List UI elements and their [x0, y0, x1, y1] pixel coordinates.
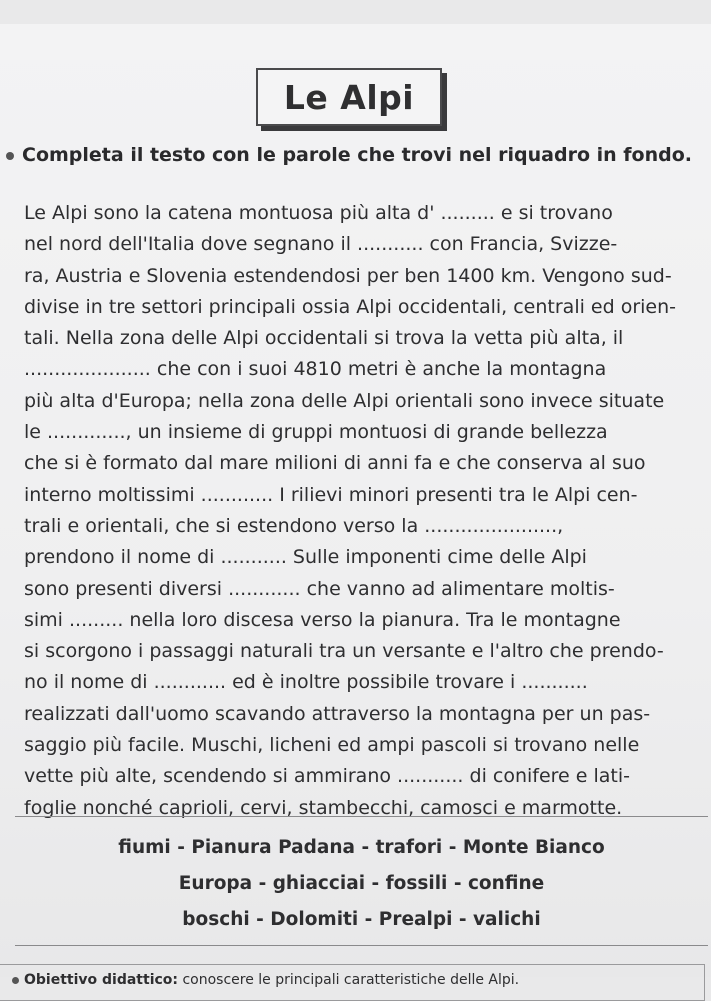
- worksheet-page: [0, 24, 711, 988]
- text-line: prendono il nome di ........... Sulle imponenti cime delle Alpi: [24, 546, 587, 569]
- text-line: trali e orientali, che si estendono verso la ......................,: [24, 514, 564, 537]
- instruction-text: Completa il testo con le parole che trovi nel riquadro in fondo.: [22, 144, 693, 166]
- text-line: foglie nonché caprioli, cervi, stambecchi, camosci e marmotte.: [24, 796, 623, 819]
- cloze-text: [24, 198, 704, 824]
- text-line: che si è formato dal mare milioni di anni fa e che conserva al suo: [24, 452, 646, 475]
- text-line: si scorgono i passaggi naturali tra un versante e l'altro che prendo-: [24, 640, 664, 663]
- text-line: interno moltissimi ............ I rilievi minori presenti tra le Alpi cen-: [24, 483, 638, 506]
- instruction: [6, 144, 706, 166]
- objective-box: [0, 964, 705, 1001]
- text-line: no il nome di ............ ed è inoltre possibile trovare i ...........: [24, 671, 588, 694]
- text-line: realizzati dall'uomo scavando attraverso la montagna per un pas-: [24, 702, 651, 725]
- text-line: ..................... che con i suoi 4810 metri è anche la montagna: [24, 358, 607, 381]
- objective-label: Obiettivo didattico:: [24, 972, 179, 988]
- text-line: Le Alpi sono la catena montuosa più alta d' ......... e si trovano: [24, 202, 613, 224]
- word-bank-row: boschi - Dolomiti - Prealpi - valichi: [182, 909, 541, 930]
- text-line: divise in tre settori principali ossia Alpi occidentali, centrali ed orien-: [24, 295, 677, 318]
- page-title: Le Alpi: [283, 77, 415, 117]
- text-line: ra, Austria e Slovenia estendendosi per ben 1400 km. Vengono sud-: [24, 264, 672, 287]
- text-line: sono presenti diversi ............ che vanno ad alimentare moltis-: [24, 577, 615, 600]
- text-line: simi ......... nella loro discesa verso la pianura. Tra le montagne: [24, 608, 621, 631]
- word-bank-row: Europa - ghiacciai - fossili - confine: [178, 873, 545, 894]
- bullet-icon: [6, 152, 14, 160]
- word-bank: [15, 816, 708, 946]
- text-line: saggio più facile. Muschi, licheni ed ampi pascoli si trovano nelle: [24, 734, 640, 757]
- text-line: vette più alte, scendendo si ammirano ........... di conifere e lati-: [24, 765, 631, 788]
- objective-text: conoscere le principali caratteristiche delle Alpi.: [182, 972, 520, 988]
- text-line: tali. Nella zona delle Alpi occidentali si trova la vetta più alta, il: [24, 327, 624, 350]
- text-line: nel nord dell'Italia dove segnano il ........... con Francia, Svizze-: [24, 233, 618, 256]
- bullet-icon: [12, 977, 19, 984]
- text-line: le ............., un insieme di gruppi montuosi di grande bellezza: [24, 421, 608, 444]
- title-box: [256, 68, 442, 126]
- word-bank-row: fiumi - Pianura Padana - trafori - Monte Bianco: [118, 837, 605, 858]
- text-line: più alta d'Europa; nella zona delle Alpi orientali sono invece situate: [24, 389, 665, 412]
